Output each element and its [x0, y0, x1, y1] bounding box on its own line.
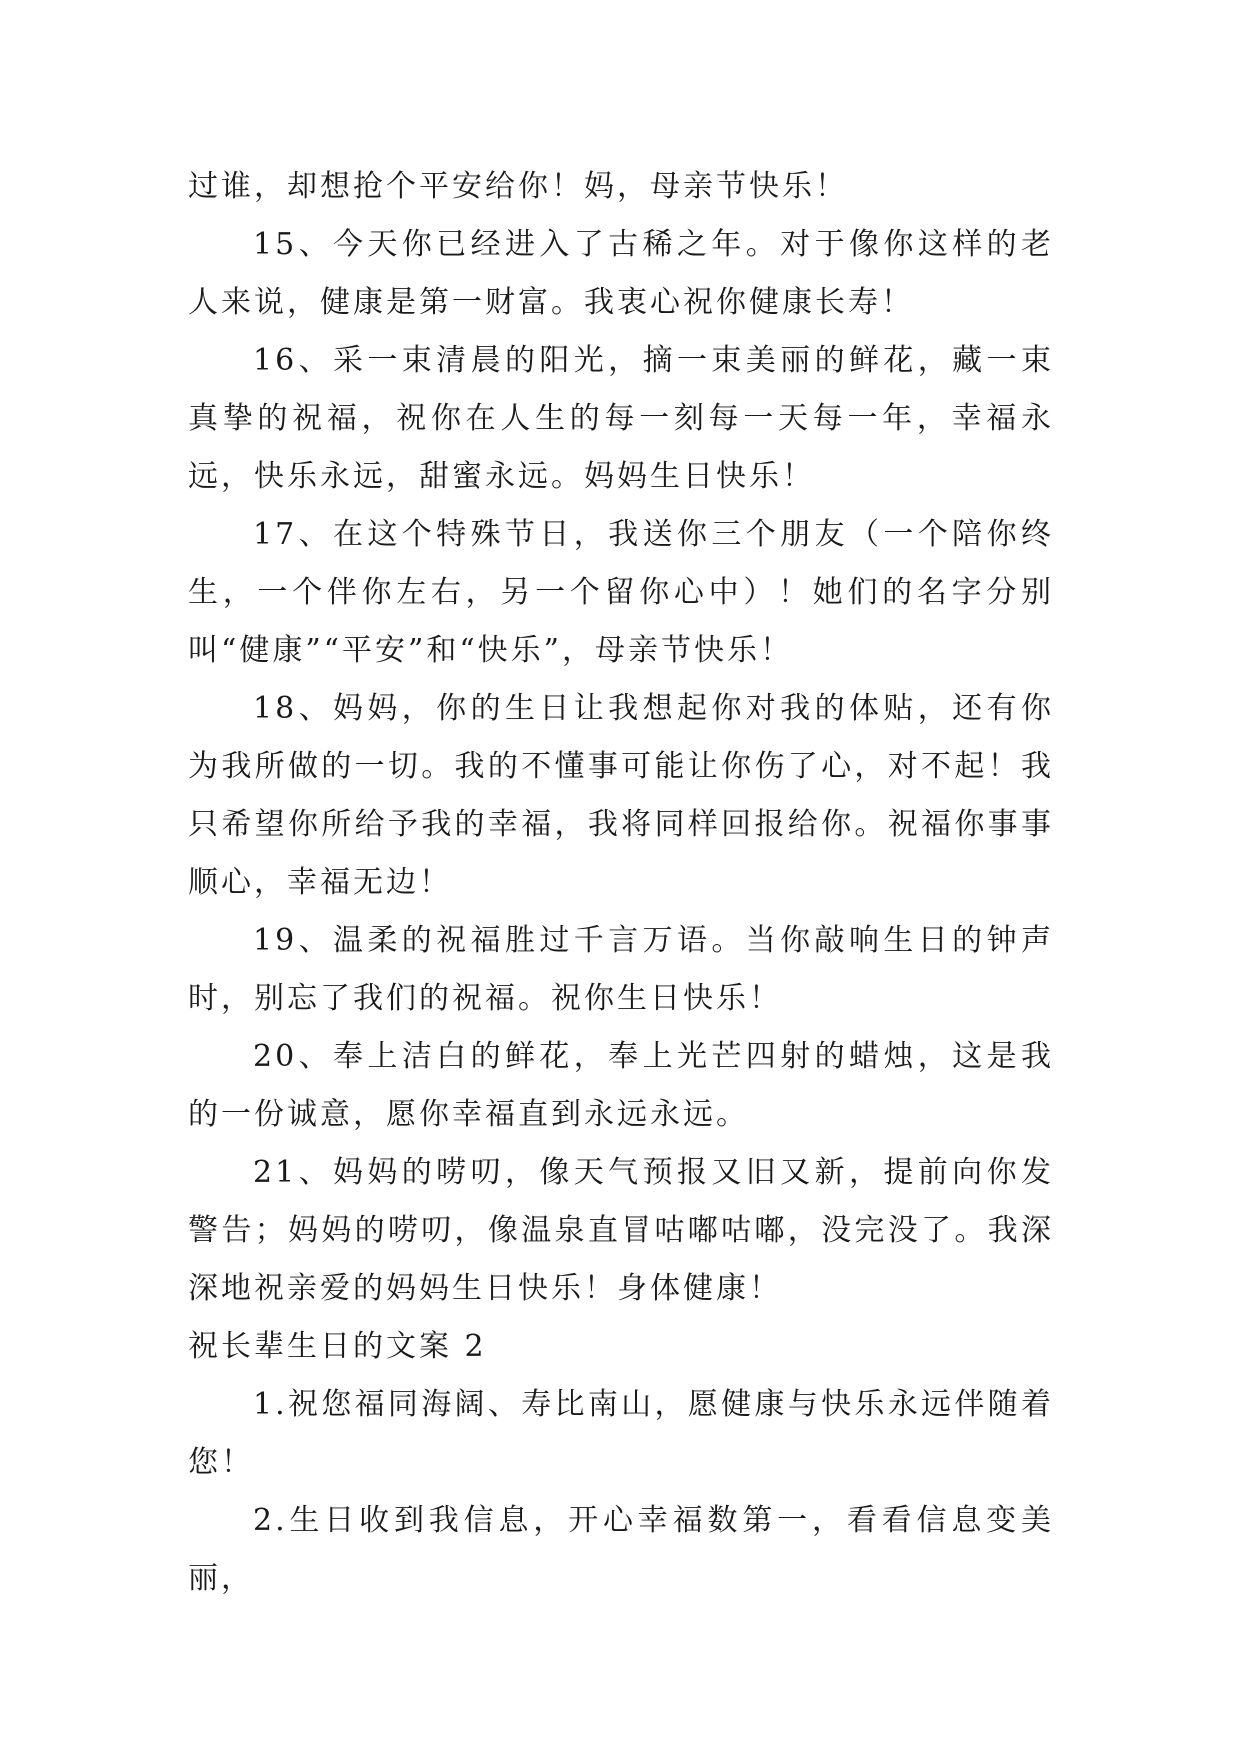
paragraph-item-1: 1.祝您福同海阔、寿比南山，愿健康与快乐永远伴随着您！ — [188, 1387, 1054, 1480]
paragraph-item-19: 19、温柔的祝福胜过千言万语。当你敲响生日的钟声时，别忘了我们的祝福。祝你生日快乐！ — [188, 923, 1054, 1016]
paragraph-item-20: 20、奉上洁白的鲜花，奉上光芒四射的蜡烛，这是我的一份诚意，愿你幸福直到永远永远。 — [188, 1039, 1054, 1132]
paragraph-continuation: 过谁，却想抢个平安给你！妈，母亲节快乐！ — [188, 169, 848, 204]
paragraph-item-17: 17、在这个特殊节日，我送你三个朋友（一个陪你终生，一个伴你左右，另一个留你心中）！她们的名字分别叫“健康”“平安”和“快乐”，母亲节快乐！ — [188, 517, 1054, 668]
paragraph-item-16: 16、采一束清晨的阳光，摘一束美丽的鲜花，藏一束真挚的祝福，祝你在人生的每一刻每一天每一年，幸福永远，快乐永远，甜蜜永远。妈妈生日快乐！ — [188, 343, 1054, 494]
document-body — [188, 158, 1054, 1608]
paragraph-item-2: 2.生日收到我信息，开心幸福数第一，看看信息变美丽， — [188, 1503, 1054, 1596]
paragraph-item-21: 21、妈妈的唠叨，像天气预报又旧又新，提前向你发警告；妈妈的唠叨，像温泉直冒咕嘟咕嘟，没完没了。我深深地祝亲爱的妈妈生日快乐！身体健康！ — [188, 1155, 1054, 1306]
paragraph-item-15: 15、今天你已经进入了古稀之年。对于像你这样的老人来说，健康是第一财富。我衷心祝你健康长寿！ — [188, 227, 1054, 320]
section-heading: 祝长辈生日的文案 2 — [188, 1329, 487, 1364]
paragraph-item-18: 18、妈妈，你的生日让我想起你对我的体贴，还有你为我所做的一切。我的不懂事可能让你伤了心，对不起！我只希望你所给予我的幸福，我将同样回报给你。祝福你事事顺心，幸福无边！ — [188, 691, 1054, 900]
